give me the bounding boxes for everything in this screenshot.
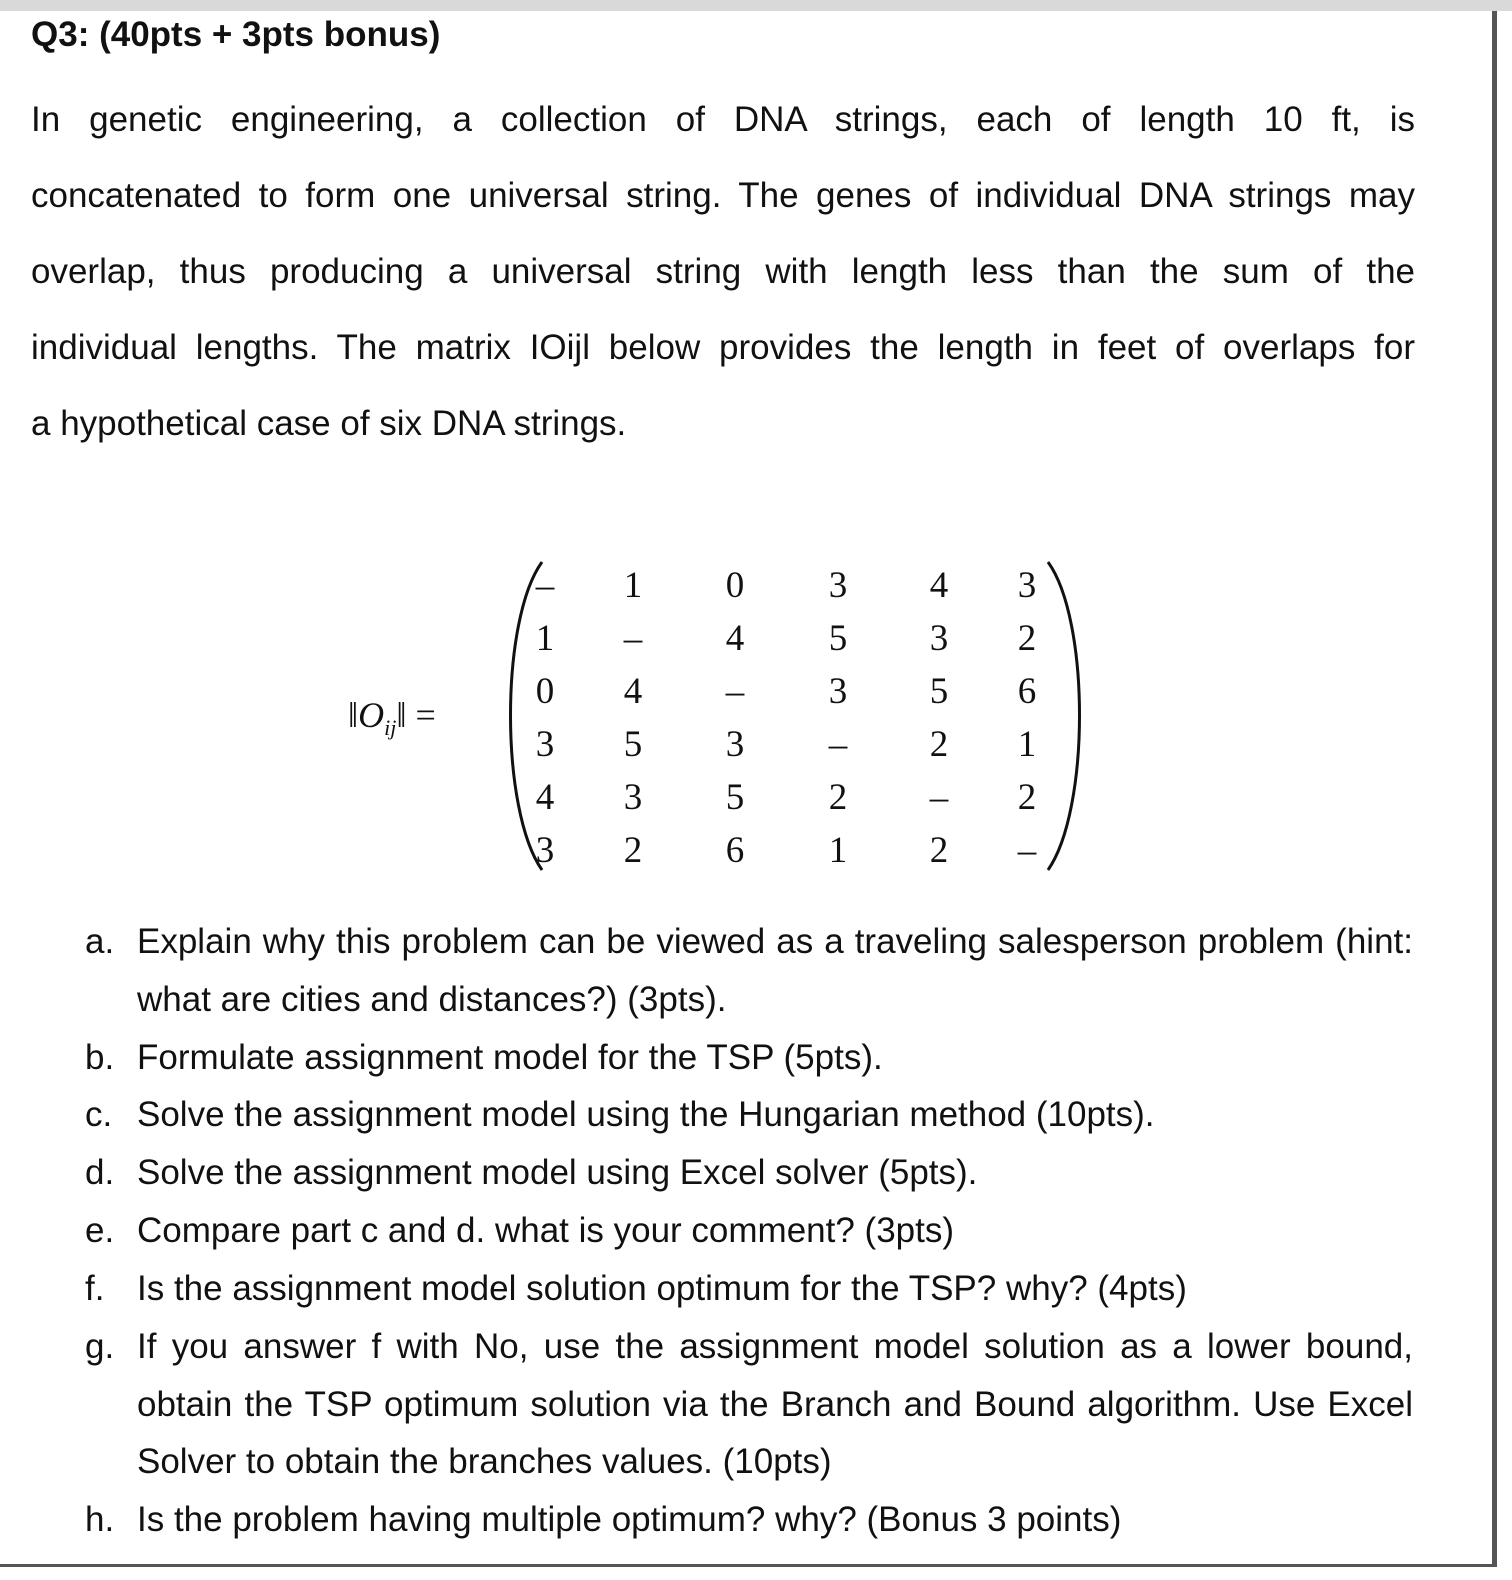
matrix-cell-r3-c2: 4 <box>623 671 643 712</box>
matrix-subscript: ij <box>384 715 397 741</box>
intro-line-2: concatenated to form one universal string. The genes of individual DNA strings may <box>31 176 1415 215</box>
matrix-cell-r6-c4: 1 <box>828 830 848 871</box>
question-text: Compare part c and d. what is your comment? (3pts) <box>137 1211 955 1250</box>
question-text: Solve the assignment model using the Hungarian method (10pts). <box>137 1095 1155 1134</box>
question-text: Solve the assignment model using Excel solver (5pts). <box>137 1153 978 1192</box>
question-text: If you answer f with No, use the assignment model solution as a lower bound, obtain the TSP optimum solution via the Branch and Bound algorithm. Use Excel Solver to obtain the branches values. (10pts) <box>137 1327 1413 1481</box>
matrix-cell-r5-c2: 3 <box>623 777 643 818</box>
matrix-cell-r6-c2: 2 <box>623 830 643 871</box>
matrix-cell-r4-c6: 1 <box>1017 724 1037 765</box>
matrix-cell-r6-c1: 3 <box>535 830 555 871</box>
question-letter: a. <box>85 922 115 961</box>
matrix-cell-r2-c4: 5 <box>828 618 848 659</box>
matrix-cell-r5-c6: 2 <box>1017 777 1037 818</box>
question-text: Formulate assignment model for the TSP (5pts). <box>137 1038 883 1077</box>
matrix-cell-r3-c3: – <box>725 671 745 712</box>
intro-line-5: a hypothetical case of six DNA strings. <box>31 404 627 443</box>
question-letter: d. <box>85 1153 115 1192</box>
question-heading: Q3: (40pts + 3pts bonus) <box>31 15 441 54</box>
question-letter: g. <box>85 1327 115 1366</box>
intro-line-4: individual lengths. The matrix IOijl below provides the length in feet of overlaps for <box>31 328 1415 367</box>
question-letter: e. <box>85 1211 115 1250</box>
matrix-cell-r5-c4: 2 <box>828 777 848 818</box>
matrix-cell-r4-c2: 5 <box>623 724 643 765</box>
matrix-cell-r4-c3: 3 <box>725 724 745 765</box>
matrix-cell-r1-c6: 3 <box>1017 565 1037 606</box>
matrix-cell-r5-c5: – <box>929 777 949 818</box>
question-letter: b. <box>85 1038 115 1077</box>
question-letter: h. <box>85 1500 115 1539</box>
matrix-cell-r1-c4: 3 <box>828 565 848 606</box>
matrix-cell-r3-c1: 0 <box>535 671 555 712</box>
matrix-cell-r2-c6: 2 <box>1017 618 1037 659</box>
matrix-cell-r6-c5: 2 <box>929 830 949 871</box>
question-letter: f. <box>85 1269 105 1308</box>
question-text: Is the problem having multiple optimum? why? (Bonus 3 points) <box>137 1500 1122 1539</box>
matrix-cell-r2-c3: 4 <box>725 618 745 659</box>
question-letter: c. <box>85 1095 113 1134</box>
intro-line-3: overlap, thus producing a universal string with length less than the sum of the <box>31 252 1415 291</box>
matrix-cell-r1-c5: 4 <box>929 565 949 606</box>
matrix-cells <box>535 565 1037 871</box>
matrix-cell-r3-c6: 6 <box>1017 671 1037 712</box>
matrix-cell-r3-c4: 3 <box>828 671 848 712</box>
matrix-cell-r4-c4: – <box>828 724 848 765</box>
matrix-cell-r2-c1: 1 <box>535 618 555 659</box>
matrix-cell-r2-c5: 3 <box>929 618 949 659</box>
matrix-label: $‖O_{ij}‖$ = <box>348 695 436 741</box>
matrix-right-paren <box>1048 562 1080 870</box>
matrix-cell-r5-c3: 5 <box>725 777 745 818</box>
matrix-cell-r4-c5: 2 <box>929 724 949 765</box>
matrix-cell-r3-c5: 5 <box>929 671 949 712</box>
matrix-cell-r2-c2: – <box>623 618 643 659</box>
matrix-cell-r5-c1: 4 <box>535 777 555 818</box>
matrix-cell-r1-c3: 0 <box>725 565 745 606</box>
matrix-symbol: O <box>358 695 385 735</box>
matrix-left-paren <box>511 562 543 870</box>
matrix-cell-r1-c2: 1 <box>623 565 643 606</box>
matrix-cell-r4-c1: 3 <box>535 724 555 765</box>
question-text: Explain why this problem can be viewed as a traveling salesperson problem (hint: what are cities and distances?) (3pts). <box>137 922 1413 1019</box>
intro-line-1: In genetic engineering, a collection of DNA strings, each of length 10 ft, is <box>31 100 1415 139</box>
matrix-cell-r6-c3: 6 <box>725 830 745 871</box>
matrix-cell-r1-c1: – <box>535 565 555 606</box>
matrix-cell-r6-c6: – <box>1017 830 1037 871</box>
question-text: Is the assignment model solution optimum for the TSP? why? (4pts) <box>137 1269 1187 1308</box>
